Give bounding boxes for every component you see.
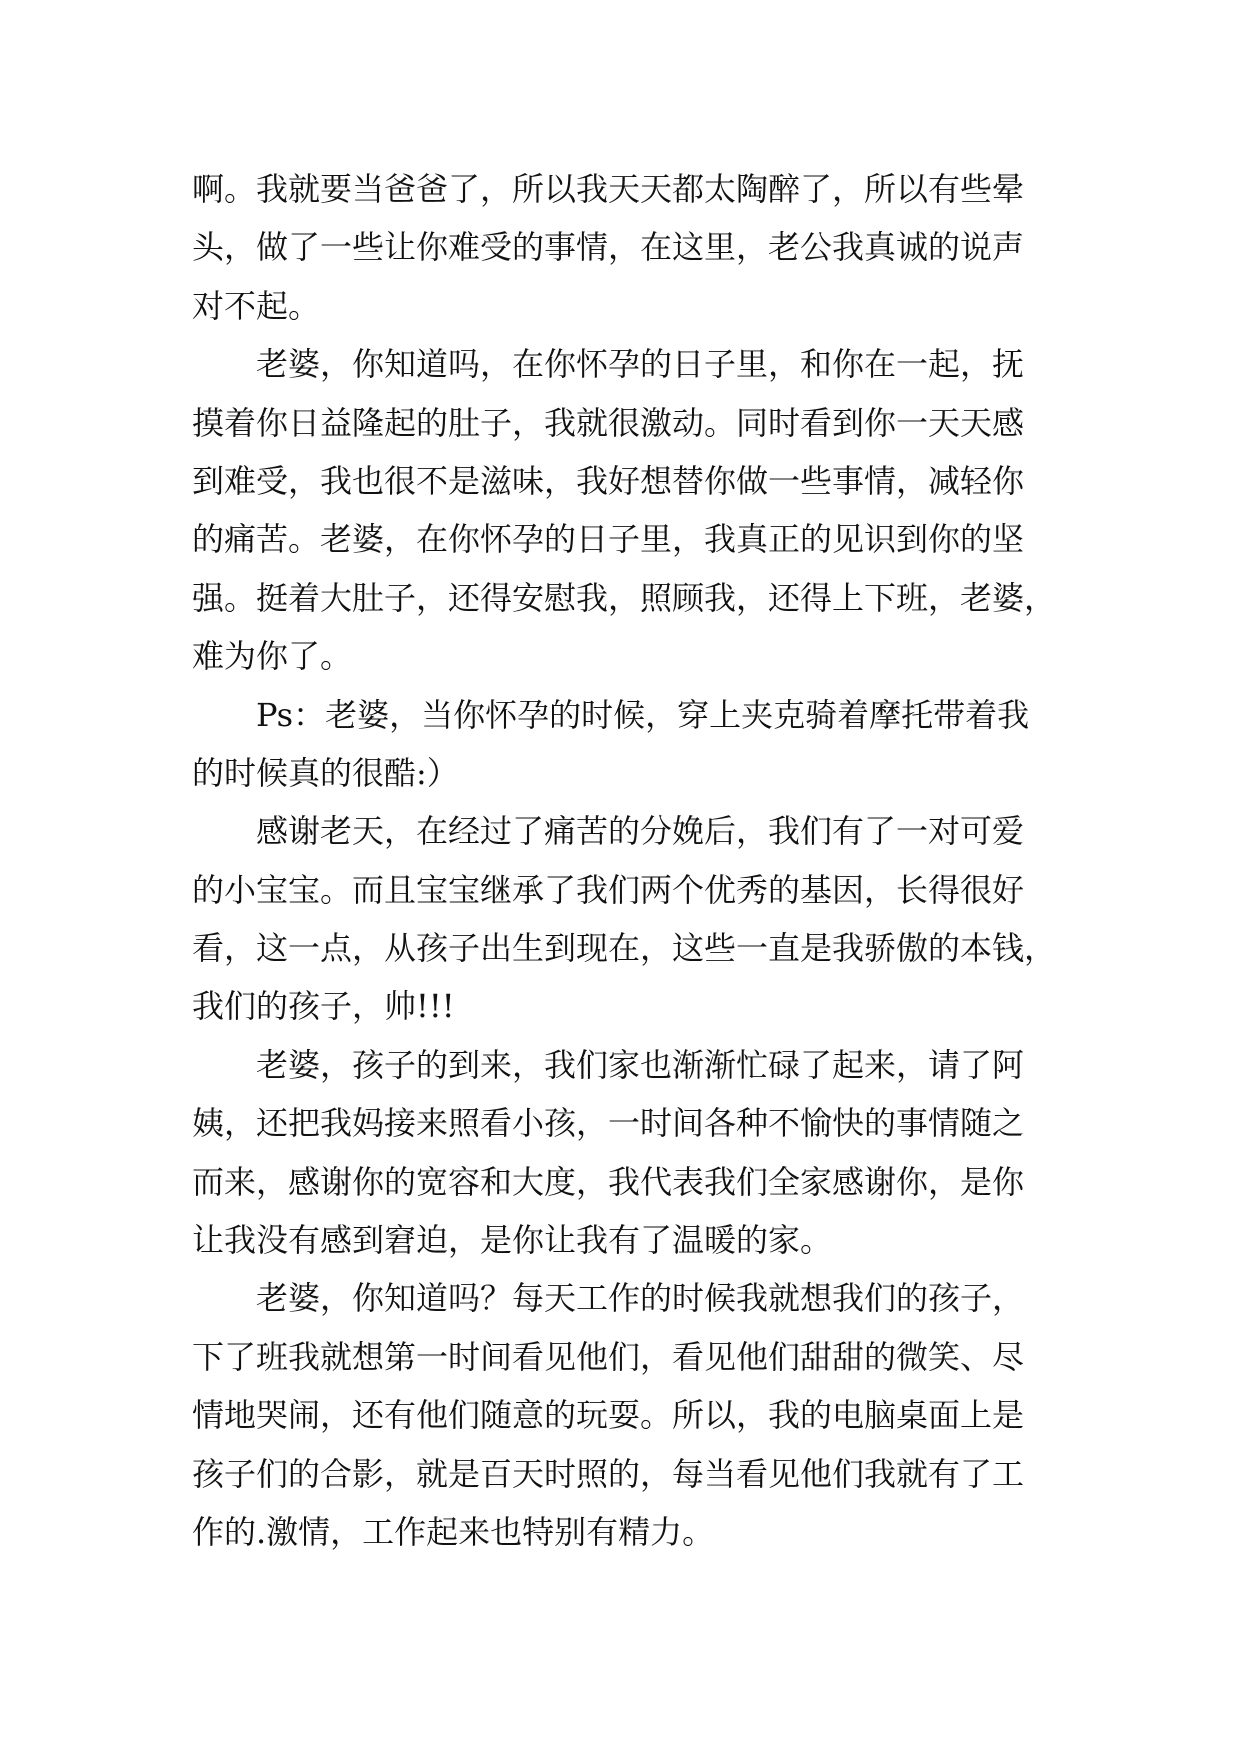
paragraph-6 bbox=[192, 1269, 1052, 1561]
text-line: 老婆，你知道吗，在你怀孕的日子里，和你在一起，抚 bbox=[192, 345, 1025, 384]
text-line: 而来，感谢你的宽容和大度，我代表我们全家感谢你，是你 bbox=[192, 1162, 1025, 1201]
paragraph-5 bbox=[192, 1036, 1052, 1270]
text-line: 老婆，你知道吗？每天工作的时候我就想我们的孩子， bbox=[192, 1279, 1025, 1318]
paragraph-1 bbox=[192, 160, 1052, 335]
text-line: 孩子们的合影，就是百天时照的，每当看见他们我就有了工 bbox=[192, 1454, 1025, 1493]
text-line: 作的.激情，工作起来也特别有精力。 bbox=[192, 1512, 715, 1551]
text-line: 到难受，我也很不是滋味，我好想替你做一些事情，减轻你 bbox=[192, 461, 1025, 500]
text-line: 我们的孩子，帅!!! bbox=[192, 987, 455, 1026]
text-line: 头，做了一些让你难受的事情，在这里，老公我真诚的说声 bbox=[192, 228, 1025, 267]
text-line: 情地哭闹，还有他们随意的玩耍。所以，我的电脑桌面上是 bbox=[192, 1396, 1025, 1435]
text-line: 的痛苦。老婆，在你怀孕的日子里，我真正的见识到你的坚 bbox=[192, 520, 1025, 559]
text-line: 看，这一点，从孩子出生到现在，这些一直是我骄傲的本钱， bbox=[192, 929, 1057, 968]
text-line: 摸着你日益隆起的肚子，我就很激动。同时看到你一天天感 bbox=[192, 403, 1025, 442]
paragraph-4 bbox=[192, 802, 1057, 1036]
text-line: 的小宝宝。而且宝宝继承了我们两个优秀的基因，长得很好 bbox=[192, 870, 1025, 909]
text-line: 对不起。 bbox=[192, 286, 321, 325]
text-line: 下了班我就想第一时间看见他们，看见他们甜甜的微笑、尽 bbox=[192, 1337, 1025, 1376]
text-line: 让我没有感到窘迫，是你让我有了温暖的家。 bbox=[192, 1221, 833, 1260]
text-line: 老婆，孩子的到来，我们家也渐渐忙碌了起来，请了阿 bbox=[192, 1045, 1025, 1084]
text-line: 难为你了。 bbox=[192, 637, 353, 676]
paragraph-2 bbox=[192, 335, 1057, 685]
text-line: 感谢老天，在经过了痛苦的分娩后，我们有了一对可爱 bbox=[192, 812, 1025, 851]
document-body bbox=[192, 160, 1057, 1561]
text-line: Ps：老婆，当你怀孕的时候，穿上夹克骑着摩托带着我 bbox=[192, 695, 1030, 734]
text-line: 强。挺着大肚子，还得安慰我，照顾我，还得上下班，老婆， bbox=[192, 578, 1057, 617]
text-line: 的时候真的很酷:） bbox=[192, 753, 459, 792]
text-line: 姨，还把我妈接来照看小孩，一时间各种不愉快的事情随之 bbox=[192, 1104, 1025, 1143]
paragraph-3 bbox=[192, 686, 1052, 803]
text-line: 啊。我就要当爸爸了，所以我天天都太陶醉了，所以有些晕 bbox=[192, 170, 1025, 208]
